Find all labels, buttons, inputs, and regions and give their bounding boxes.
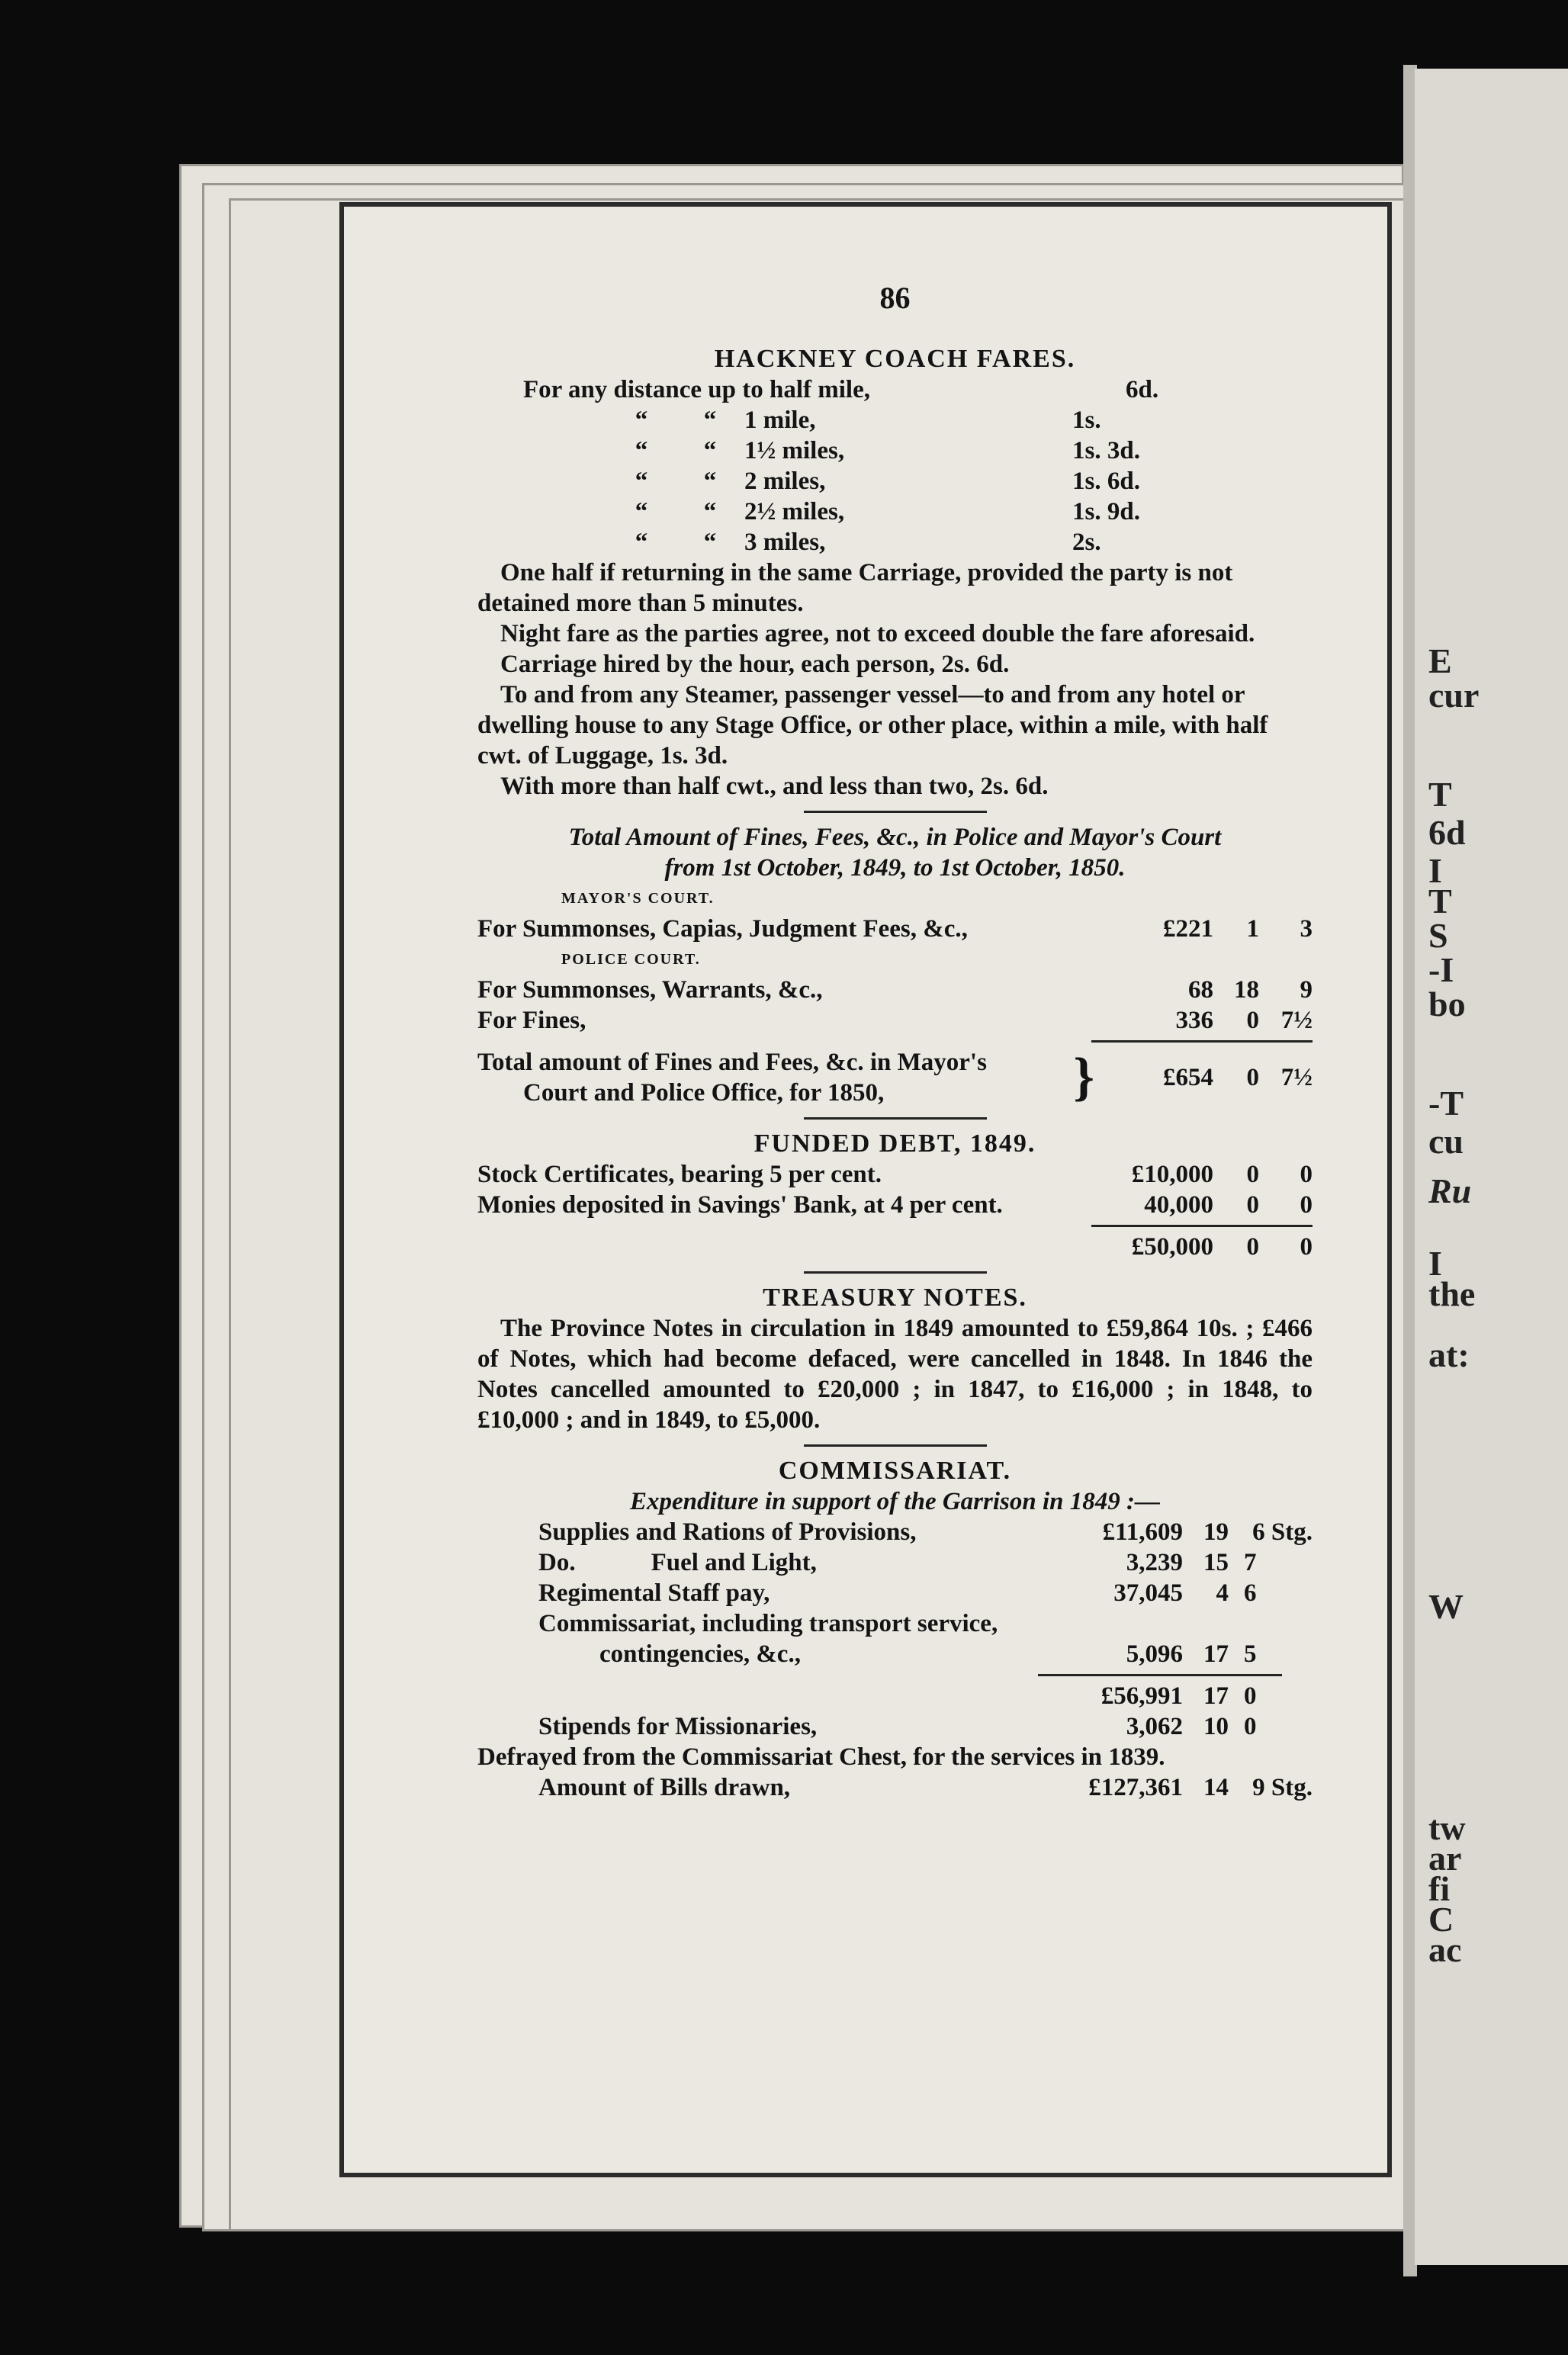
pence: 7½ [1280,1007,1313,1034]
fragment-text: T [1428,882,1452,920]
fines-total-row [477,1047,1313,1108]
fare-note: With more than half cwt., and less than two, 2s. 6d. [500,773,1049,800]
fare-row [477,405,1313,435]
row-label: Do. Fuel and Light, [538,1549,817,1576]
fare-distance: 1 mile, [744,406,816,434]
row-label: For Summonses, Warrants, &c., [477,976,823,1004]
commissariat-bills [477,1772,1313,1803]
document-page [339,202,1392,2177]
section-divider [804,1444,987,1447]
fragment-text: I [1428,1244,1442,1283]
shillings: 18 [1234,976,1259,1004]
facing-page-fragment [1415,69,1568,2265]
row-label: For Fines, [477,1007,586,1034]
police-court-heading: POLICE COURT. [561,951,701,968]
pounds: £654 [1163,1064,1213,1091]
fare-row [477,496,1313,527]
ditto-mark: “ [703,437,717,464]
fare-note: To and from any Steamer, passenger vessel—to and from any hotel or dwelling house to any Stage Office, or other place, within a mile, with half cwt. of Luggage, 1s. 3d. [477,681,1268,769]
row-label: contingencies, &c., [599,1640,801,1668]
commissariat-subtotal-row [538,1681,1313,1711]
fragment-text: -I [1428,950,1454,989]
pounds: £50,000 [1131,1233,1213,1261]
money-row [538,1578,1313,1608]
row-label: For Summonses, Capias, Judgment Fees, &c., [477,915,968,943]
shillings: 17 [1203,1640,1229,1668]
pence: 0 [1244,1713,1257,1740]
fare-distance: 2½ miles, [744,498,845,525]
row-label: Regimental Staff pay, [538,1579,770,1607]
fragment-text: C [1428,1900,1454,1939]
shillings: 17 [1203,1682,1229,1710]
pence: 0 [1244,1682,1257,1710]
ditto-mark: “ [703,406,717,434]
page-content [477,283,1313,1803]
money-row [538,1517,1313,1547]
shillings: 19 [1203,1518,1229,1546]
brace-glyph: } [1073,1048,1094,1107]
section-title-commissariat: COMMISSARIAT. [778,1457,1012,1485]
fare-note: Carriage hired by the hour, each person, 2s. 6d. [500,651,1010,678]
ditto-mark: “ [703,467,717,495]
section-title-hackney: HACKNEY COACH FARES. [714,345,1076,373]
fragment-text: ac [1428,1930,1462,1969]
pounds: £10,000 [1131,1161,1213,1188]
ditto-mark: “ [635,498,648,525]
section-divider [804,811,987,813]
funded-total-row [477,1232,1313,1262]
pounds: 336 [1175,1007,1213,1034]
pounds: 5,096 [1126,1640,1183,1668]
pence: 0 [1300,1191,1313,1219]
money-row [538,1639,1313,1669]
defrayed-line: Defrayed from the Commissariat Chest, for the services in 1839. [477,1743,1165,1771]
row-label-line: Commissariat, including transport service, [538,1610,998,1637]
pence: 7 [1244,1549,1257,1576]
pence: 5 [1244,1640,1257,1668]
pence: 0 [1300,1233,1313,1261]
pence: 6 Stg. [1252,1518,1313,1546]
fare-row [477,374,1313,405]
mayors-court-heading: MAYOR'S COURT. [561,890,715,907]
row-label: Supplies and Rations of Provisions, [538,1518,917,1546]
money-row [538,1547,1313,1578]
sum-rule [1091,1225,1313,1227]
fragment-text: E [1428,641,1452,680]
fare-note: Night fare as the parties agree, not to exceed double the fare aforesaid. [500,620,1255,647]
section-divider [804,1117,987,1120]
sum-rule [1091,1040,1313,1043]
pounds: £221 [1163,915,1213,943]
fragment-text: I [1428,851,1442,890]
shillings: 14 [1203,1774,1229,1801]
sum-rule [1038,1674,1282,1676]
pounds: 37,045 [1113,1579,1183,1607]
pounds: 3,062 [1126,1713,1183,1740]
fragment-text: the [1428,1274,1476,1313]
money-row [538,1772,1313,1803]
pounds: £11,609 [1102,1518,1183,1546]
fare-amount: 1s. 9d. [1072,498,1140,525]
total-label-line: Court and Police Office, for 1850, [523,1079,885,1107]
pence: 7½ [1280,1064,1313,1091]
money-row [477,1005,1313,1036]
ditto-mark: “ [635,467,648,495]
fragment-text: at: [1428,1335,1470,1374]
pounds: £56,991 [1100,1682,1183,1710]
fare-first-label: For any distance up to half mile, [523,376,870,403]
total-label-line: Total amount of Fines and Fees, &c. in Mayor's [477,1049,987,1076]
fragment-text: tw [1428,1808,1466,1847]
shillings: 0 [1246,1064,1259,1091]
shillings: 0 [1246,1191,1259,1219]
money-row [477,1190,1313,1220]
pence: 3 [1300,915,1313,943]
fare-note: One half if returning in the same Carriage, provided the party is not detained more than 5 minutes. [477,559,1233,617]
pence: 9 Stg. [1252,1774,1313,1801]
commissariat-table [477,1517,1313,1742]
money-row [477,1159,1313,1190]
pence: 9 [1300,976,1313,1004]
section-divider [804,1271,987,1274]
pence: 6 [1244,1579,1257,1607]
ditto-mark: “ [703,529,717,556]
row-label: Stipends for Missionaries, [538,1713,818,1740]
money-row [538,1711,1313,1742]
fines-total-label [477,1047,1068,1108]
ditto-mark: “ [635,529,648,556]
fragment-text: ar [1428,1839,1462,1878]
fare-distance: 1½ miles, [744,437,845,464]
fragment-text: S [1428,916,1448,955]
fines-title: Total Amount of Fines, Fees, &c., in Police and Mayor's Court [568,824,1222,851]
shillings: 15 [1203,1549,1229,1576]
fare-amount: 1s. 6d. [1072,467,1140,495]
shillings: 4 [1216,1579,1229,1607]
section-title-funded-debt: FUNDED DEBT, 1849. [753,1129,1036,1158]
fare-row [477,527,1313,557]
row-label: Stock Certificates, bearing 5 per cent. [477,1161,882,1188]
commissariat-subtitle: Expenditure in support of the Garrison in 1849 :— [630,1488,1160,1515]
shillings: 0 [1246,1233,1259,1261]
fare-distance: 2 miles, [744,467,826,495]
fare-distance: 3 miles, [744,529,826,556]
pounds: 40,000 [1144,1191,1213,1219]
pounds: 3,239 [1126,1549,1183,1576]
ditto-mark: “ [635,437,648,464]
pence: 0 [1300,1161,1313,1188]
treasury-text: The Province Notes in circulation in 1849 amounted to £59,864 10s. ; £466 of Notes, which had become defaced, were cancelled in 1848. In 1846 the Notes cancelled amounted to £20,000 ; in 1847, to £16,000 ; in 1848, to £10,000 ; and in 1849, to £5,000. [477,1315,1313,1434]
ditto-mark: “ [703,498,717,525]
fare-row [477,466,1313,496]
fines-title-dates: from 1st October, 1849, to 1st October, 1850. [664,854,1126,882]
fare-amount: 1s. [1072,406,1101,434]
money-row [477,975,1313,1005]
fragment-text: Ru [1428,1171,1472,1210]
row-label: Monies deposited in Savings' Bank, at 4 per cent. [477,1191,1003,1219]
fragment-text: bo [1428,985,1466,1023]
fragment-text: T [1428,775,1452,814]
fragment-text: cur [1428,676,1480,715]
shillings: 10 [1203,1713,1229,1740]
shillings: 0 [1246,1007,1259,1034]
page-number: 86 [879,281,911,315]
section-title-treasury: TREASURY NOTES. [763,1284,1027,1312]
fare-amount: 1s. 3d. [1072,437,1140,464]
fragment-text: W [1428,1587,1464,1626]
shillings: 1 [1246,915,1259,943]
ditto-mark: “ [635,406,648,434]
pounds: 68 [1188,976,1213,1004]
fare-amount: 2s. [1072,529,1101,556]
fragment-text: -T [1428,1084,1464,1123]
fragment-text: 6d [1428,813,1466,852]
shillings: 0 [1246,1161,1259,1188]
money-row [477,914,1313,944]
fare-amount: 6d. [1126,376,1159,403]
row-label: Amount of Bills drawn, [538,1774,791,1801]
pounds: £127,361 [1088,1774,1183,1801]
fare-row [477,435,1313,466]
fragment-text: fi [1428,1869,1451,1908]
fragment-text: cu [1428,1122,1464,1161]
